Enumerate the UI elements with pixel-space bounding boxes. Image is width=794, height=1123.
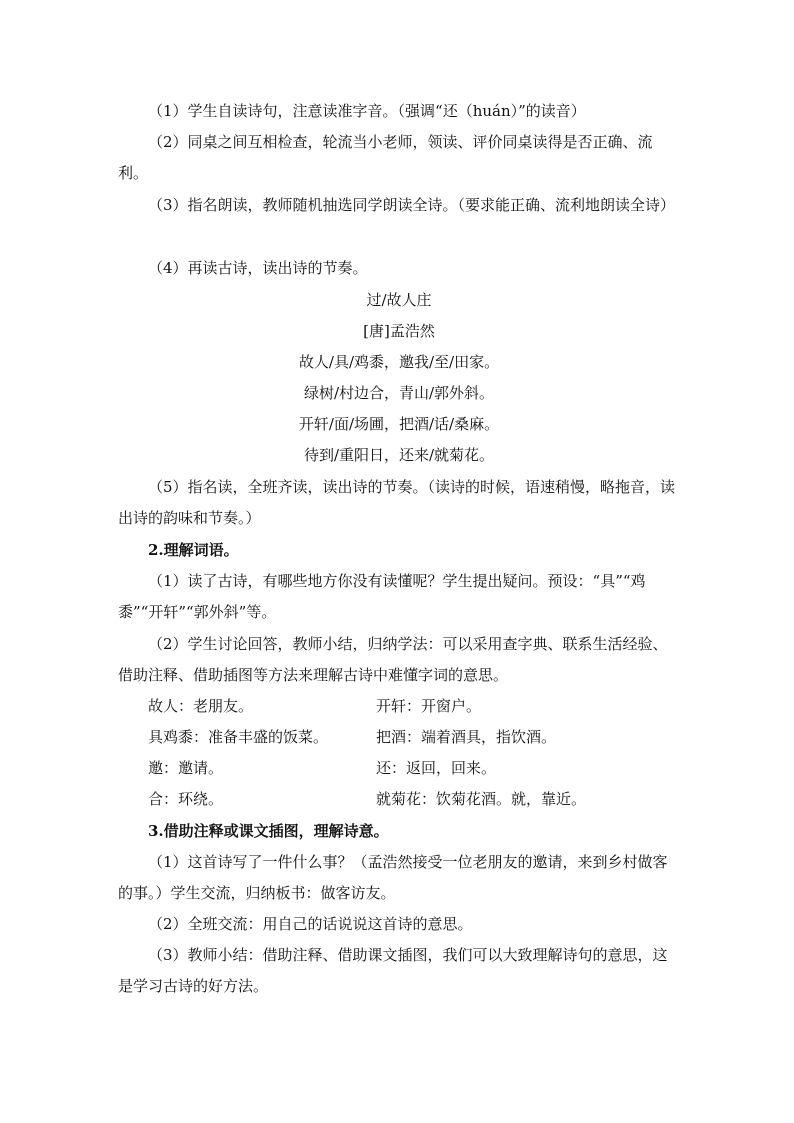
reading-step-5: （5）指名读，全班齐读，读出诗的节奏。（读诗的时候，语速稍慢，略拖音，读出诗的韵味和节奏。） bbox=[118, 478, 676, 527]
poem-line: 开轩/面/场圃，把酒/话/桑麻。 bbox=[298, 415, 500, 433]
glossary-term: 开轩：开窗户。 bbox=[376, 697, 482, 715]
section-heading-meaning: 3.借助注释或课文插图，理解诗意。 bbox=[148, 822, 389, 840]
glossary-term: 邀：邀请。 bbox=[148, 759, 224, 777]
meaning-step-3: （3）教师小结：借助注释、借助课文插图，我们可以大致理解诗句的意思，这是学习古诗的好方法。 bbox=[118, 946, 668, 995]
glossary-term: 合：环绕。 bbox=[148, 790, 224, 808]
glossary-term: 把酒：端着酒具，指饮酒。 bbox=[376, 728, 557, 746]
reading-step-3: （3）指名朗读，教师随机抽选同学朗读全诗。（要求能正确、流利地朗读全诗） bbox=[148, 196, 676, 214]
reading-step-4: （4）再读古诗，读出诗的节奏。 bbox=[148, 259, 368, 277]
poem-line: 绿树/村边合，青山/郭外斜。 bbox=[303, 384, 495, 402]
glossary-term: 就菊花：饮菊花酒。就，靠近。 bbox=[376, 790, 587, 808]
section-heading-vocabulary: 2.理解词语。 bbox=[148, 541, 239, 559]
reading-step-2: （2）同桌之间互相检查，轮流当小老师，领读、评价同桌读得是否正确、流利。 bbox=[118, 133, 653, 182]
poem-line: 待到/重阳日，还来/就菊花。 bbox=[303, 446, 495, 464]
meaning-step-1: （1）这首诗写了一件什么事？（孟浩然接受一位老朋友的邀请，来到乡村做客的事。）学生交流，归纳板书：做客访友。 bbox=[118, 853, 668, 902]
vocabulary-step-1: （1）读了古诗，有哪些地方你没有读懂呢？学生提出疑问。预设：“具”“鸡黍”“开轩”“郭外斜”等。 bbox=[118, 572, 646, 621]
poem-line: 故人/具/鸡黍，邀我/至/田家。 bbox=[298, 353, 500, 371]
glossary-term: 具鸡黍：准备丰盛的饭菜。 bbox=[148, 728, 329, 746]
poem-title: 过/故人庄 bbox=[366, 291, 432, 309]
poem-author: [唐]孟浩然 bbox=[363, 322, 435, 340]
glossary-term: 故人：老朋友。 bbox=[148, 697, 254, 715]
reading-step-1: （1）学生自读诗句，注意读准字音。（强调“还（huán）”的读音） bbox=[148, 102, 586, 120]
vocabulary-step-2: （2）学生讨论回答，教师小结，归纳学法：可以采用查字典、联系生活经验、借助注释、借助插图等方法来理解古诗中难懂字词的意思。 bbox=[118, 635, 668, 684]
meaning-step-2: （2）全班交流：用自己的话说说这首诗的意思。 bbox=[148, 915, 473, 933]
glossary-term: 还：返回，回来。 bbox=[376, 759, 497, 777]
